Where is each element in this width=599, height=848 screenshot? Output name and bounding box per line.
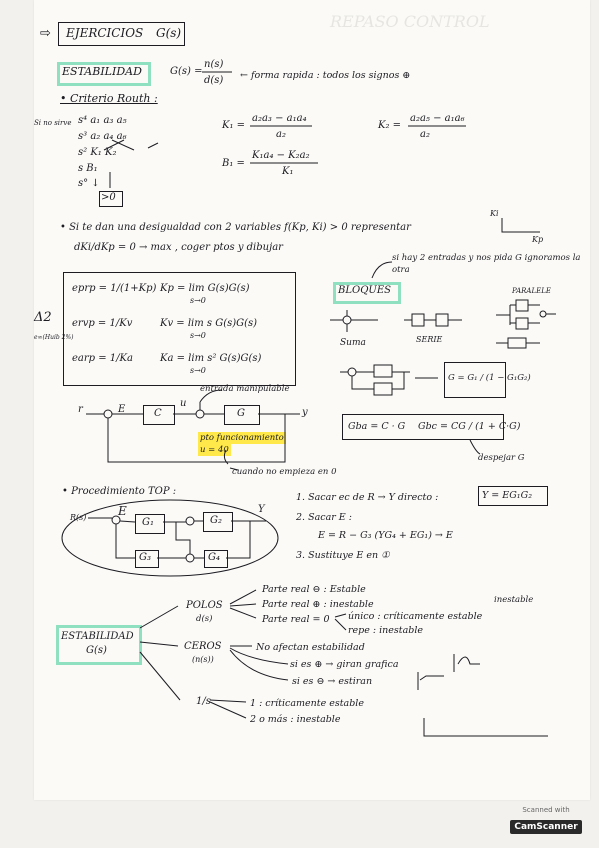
top-step-2: 2. Sacar E : (296, 512, 352, 523)
gt0: >0 (101, 192, 116, 203)
k1-label: K₁ = (222, 120, 246, 131)
frac-1s: 1/s (196, 696, 211, 707)
k1-den: a₂ (276, 129, 286, 140)
bloques-tag: BLOQUES (338, 285, 391, 296)
ceros: CEROS (184, 641, 222, 652)
routh-row-5: s° ↓ (78, 178, 100, 189)
estab2-tag-2: G(s) (86, 645, 107, 656)
top-title: • Procedimiento TOP : (62, 486, 177, 497)
scanner-badge (503, 806, 589, 840)
top-step-1b: Y = EG₁G₂ (482, 490, 533, 501)
routh-row-2: s³ a₂ a₄ a₆ (78, 131, 127, 142)
desigualdad: • Si te dan una desigualdad con 2 variables f(Kp, Ki) > 0 representar (60, 222, 411, 233)
frac-f2: 2 o más : inestable (250, 714, 341, 725)
bloques-note: si hay 2 entradas y nos pida G ignoramos la otra (392, 253, 581, 275)
kv: Kv = lim s G(s)G(s) (160, 318, 258, 329)
ceros-c3: si es ⊖ → estiran (292, 676, 373, 687)
header-title: EJERCICIOS (66, 26, 144, 40)
despejar-g: despejar G (478, 453, 525, 463)
polos-ds: d(s) (196, 614, 213, 624)
entrada-manipulable: entrada manipulable (200, 384, 290, 394)
polos-p3: Parte real = 0 (262, 614, 330, 625)
b1-num: K₁a₄ − K₂a₂ (252, 150, 310, 161)
ervp: ervp = 1/Kv (72, 318, 133, 329)
polos-p3b: repe : inestable (348, 625, 423, 636)
eprp: eprp = 1/(1+Kp) (72, 283, 157, 294)
top-g4: G₄ (208, 552, 220, 563)
gs-label: G(s) = (170, 66, 203, 77)
polos: POLOS (186, 600, 223, 611)
ceros-c1: No afectan estabilidad (256, 642, 365, 653)
gbc: Gbc = CG / (1 + C·G) (418, 421, 521, 432)
axis-ki: Ki (490, 209, 499, 218)
ceros-c2: si es ⊕ → giran grafica (290, 659, 399, 670)
top-step-3: 3. Sustituye E en ① (296, 550, 390, 561)
criterio-routh: • Criterio Routh : (60, 92, 158, 105)
lazo-e: E (118, 404, 126, 415)
ka: Ka = lim s² G(s)G(s) (160, 353, 262, 364)
suma-label: Suma (340, 338, 366, 348)
feedback-result: G = G₁ / (1 − G₁G₂) (448, 373, 531, 383)
polos-p3a: único : críticamente estable (348, 611, 483, 622)
header-arrow: ⇨ (40, 26, 51, 41)
gba: Gba = C · G (348, 421, 406, 432)
routh-row-1: s⁴ a₁ a₃ a₅ (78, 115, 127, 126)
b1-label: B₁ = (222, 158, 245, 169)
k2-num: a₂a₅ − a₁a₆ (410, 113, 465, 124)
polos-p1: Parte real ⊖ : Estable (262, 584, 366, 595)
delta-note: Δ2 (34, 310, 52, 325)
routh-side-note: Si no sirve (34, 119, 72, 127)
top-g1: G₁ (142, 517, 154, 528)
kp: Kp = lim G(s)G(s) (160, 283, 250, 294)
gs-num: n(s) (204, 59, 224, 70)
top-rs: R(s) (70, 513, 87, 522)
scanner-top-text: Scanned with (522, 806, 570, 814)
k1-num: a₂a₃ − a₁a₄ (252, 113, 307, 124)
estabilidad-tag: ESTABILIDAD (62, 65, 142, 78)
lazo-y: y (302, 407, 308, 418)
desigualdad-2: dKi/dKp = 0 → max , coger ptos y dibujar (74, 242, 283, 253)
lazo-u: u (180, 398, 187, 409)
axis-kp: Kp (532, 235, 544, 244)
header-gs: G(s) (156, 26, 182, 40)
u-40: u = 40 (200, 445, 229, 455)
serie-label: SERIE (416, 335, 443, 344)
lazo-r: r (78, 404, 83, 415)
ka-sub: s→0 (190, 366, 206, 375)
kv-sub: s→0 (190, 331, 206, 340)
forma-rapida: ← forma rapida : todos los signos ⊕ (240, 70, 411, 81)
k2-label: K₂ = (378, 120, 402, 131)
k2-den: a₂ (420, 129, 430, 140)
lazo-c: C (154, 408, 162, 419)
top-step-2b: E = R − G₃ (YG₄ + EG₁) → E (318, 530, 453, 541)
top-g2: G₂ (210, 515, 222, 526)
pto-funcionamiento: pto funcionamiento (200, 433, 284, 443)
routh-row-4: s B₁ (78, 163, 98, 174)
top-e: E (118, 504, 127, 518)
top-g3: G₃ (139, 552, 151, 563)
routh-row-3: s² K₁ K₂ (78, 147, 117, 158)
polos-p2: Parte real ⊕ : inestable (262, 599, 374, 610)
paralele-label: PARALELE (512, 287, 551, 295)
polos-inestable: inestable (494, 595, 534, 605)
b1-den: K₁ (282, 166, 294, 177)
kp-sub: s→0 (190, 296, 206, 305)
ghost-text: REPASO CONTROL (330, 12, 490, 31)
cuando-no-empieza: cuando no empieza en 0 (232, 467, 337, 477)
frac-f1: 1 : críticamente estable (250, 698, 364, 709)
top-step-1: 1. Sacar ec de R → Y directo : (296, 492, 439, 503)
earp: earp = 1/Ka (72, 353, 133, 364)
top-y: Y (258, 504, 265, 515)
delta-note-2: e∞(Huib 2%) (34, 334, 74, 341)
gs-den: d(s) (204, 75, 224, 86)
scanner-logo: CamScanner (510, 820, 581, 834)
ceros-ns: (n(s)) (192, 655, 214, 664)
estab2-tag-1: ESTABILIDAD (61, 631, 134, 642)
lazo-g: G (237, 408, 245, 419)
